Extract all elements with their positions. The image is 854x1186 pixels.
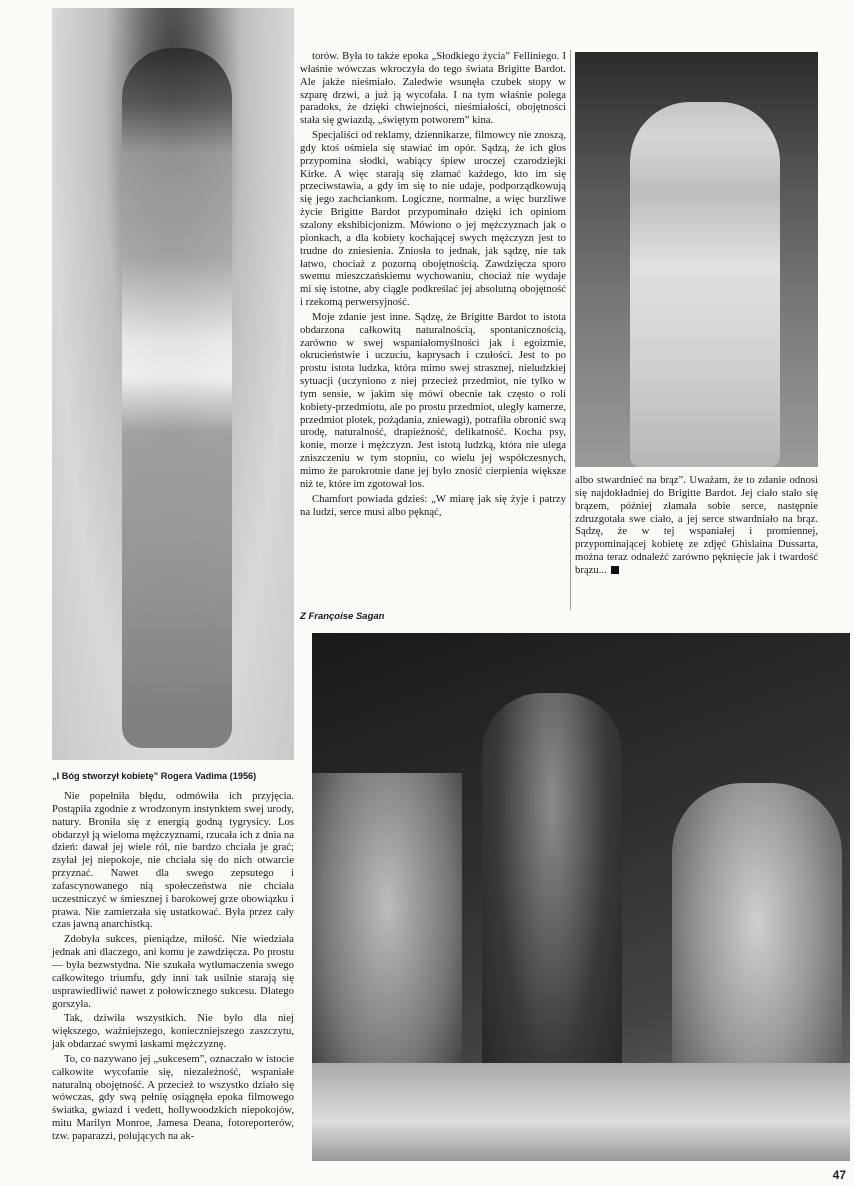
photo-brigitte-bardot xyxy=(52,8,294,760)
photo-table xyxy=(312,1063,850,1161)
photo-bardot-turban xyxy=(575,52,818,467)
article-column-middle xyxy=(300,50,566,520)
paragraph: Zdobyła sukces, pieniądze, miłość. Nie wiedziała jednak ani dlaczego, ani komu je zawdzięcza. Po prostu — była bezwstydna. Nie szukała wytłumaczenia swego całkowitego triumfu, gdy inni tak usilnie starają się usprawiedliwić nawet z połowicznego sukcesu. Dlatego gorszyła. xyxy=(52,933,294,1010)
paragraph: Moje zdanie jest inne. Sądzę, że Brigitte Bardot to istota obdarzona całkowitą naturalnością, spontanicznością, zarówno w swej wspaniałomyślności jak i egoizmie, okrucieństwie i uczuciu, kaprysach i czułości. Jest to po prostu istota ludzka, która mimo swej strasznej, nieludzkiej sytuacji (uczyniono z niej przecież przedmiot, nie tylko w tym sensie, w jakim się mówi obecnie tak często o roli kobiety-przedmiotu, ale po prostu przedmiot, uległy kamerze, przedmiot plotek, pożądania, zniewagi), potrafiła obronić swą urodę, naturalność, drapieżność, delikatność. Kocha psy, konie, morze i mężczyzn. Jest istotą ludzką, która nie ulega zniszczeniu w tym stopniu, co wielu jej współczesnych, mimo że parokrotnie dane jej było znosić cierpienia większe niż te, które im zgotował los. xyxy=(300,310,566,490)
paragraph: Specjaliści od reklamy, dziennikarze, filmowcy nie znoszą, gdy ktoś ośmiela się stawiać im opór. Sądzą, że ich głos przypomina słodki, wabiący śpiew uroczej czarodziejki Kirke. A więc starają się złamać każdego, kto im się przeciwstawia, a gdy im się to nie udaje, podporządkowują się jego zachciankom. Logiczne, normalne, a więc burzliwe życie Brigitte Bardot przypominało dzięki ich opiniom szalony ekshibicjonizm. Mówiono o jej mężczyznach jak o pionkach, a dla kobiety kochającej swych mężczyzn jest to trudne do zniesienia. Zniosła to jednak, jak sądzę, nie tak łatwo, chociaż z pozorną obojętnością. Zawdzięcza sporo swemu mieszczańskiemu wychowaniu, chociaż nie wydaje mi się istotne, aby ciągle podkreślać jej absolutną obojętność i rzekomą perwersyjność. xyxy=(300,129,566,309)
end-mark-icon xyxy=(611,566,619,574)
article-column-right xyxy=(575,474,818,579)
paragraph xyxy=(575,474,818,577)
paragraph: Nie popełniła błędu, odmówiła ich przyjęcia. Postąpiła zgodnie z wrodzonym instynktem swej urody, natury. Broniła się z energią godną tygrysicy. Los obdarzył ją wieloma mężczyznami, rzucała ich z dnia na dzień: dawał jej wiele ról, nie bardzo chciała je grać; zsyłał jej niepokoje, nie chciała się do nich otwarcie przyznać. Nawet dla swego zepsutego i zafascynowanego nią społeczeństwa nie chciała uczestniczyć w śmiesznej i barokowej grze obowiązku i prawa. Nie zamierzała się ustatkować. Była przez cały czas jawną anarchistką. xyxy=(52,790,294,931)
photo-caption: „I Bóg stworzył kobietę” Rogera Vadima (1956) xyxy=(52,771,257,781)
paragraph-text: albo stwardnieć na brąz”. Uważam, że to zdanie odnosi się najdokładniej do Brigitte Bardot. Jej ciało stało się brązem, później złamała sobie serce, następnie zdruzgotała swe ciało, a jej serce stwardniało na brąz. Sądzę, że w tej wspaniałej i promiennej, przypominającej kobietę ze zdjęć Ghislaina Dussarta, można teraz odnaleźć zarówno pęknięcie jak i twardość brązu... xyxy=(575,474,818,576)
byline: Z Françoise Sagan xyxy=(300,611,385,622)
paragraph: To, co nazywano jej „sukcesem”, oznaczało w istocie całkowite wycofanie się, niezależność, wspaniałe naturalną obojętność. A przecież to wszystko działo się wówczas, gdy swą pełnię osiągnęła epoka filmowego światka, gwiazd i vedett, hollywoodzkich niepokojów, mitu Marilyn Monroe, Jamesa Deana, fotoreporterów, tzw. paparazzi, polujących na ak- xyxy=(52,1052,294,1142)
column-divider xyxy=(570,50,571,610)
photo-person xyxy=(312,773,462,1103)
photo-figure xyxy=(122,48,232,748)
paragraph: Chamfort powiada gdzieś: „W miarę jak się żyje i patrzy na ludzi, serce musi albo pęknąć, xyxy=(300,492,566,518)
photo-dinner-party xyxy=(312,633,850,1161)
paragraph: torów. Była to także epoka „Słodkiego życia” Felliniego. I właśnie wówczas wkroczyła do tego świata Brigitte Bardot. Ale jakże nieśmiało. Zaledwie wsunęła czubek stopy w szparę drzwi, a już ją wycofała. I na tym właśnie polega paradoks, że dzięki chwiejności, nieśmiałości, obojętności stała się gwiazdą, „świętym potworem” kina. xyxy=(300,50,566,127)
page-number: 47 xyxy=(832,1168,846,1182)
paragraph: Tak, dziwiła wszystkich. Nie było dla niej większego, ważniejszego, konieczniejszego zaszczytu, jak obdarzać swymi łaskami mężczyznę. xyxy=(52,1012,294,1051)
photo-figure xyxy=(630,102,780,467)
article-column-left xyxy=(52,790,294,1145)
